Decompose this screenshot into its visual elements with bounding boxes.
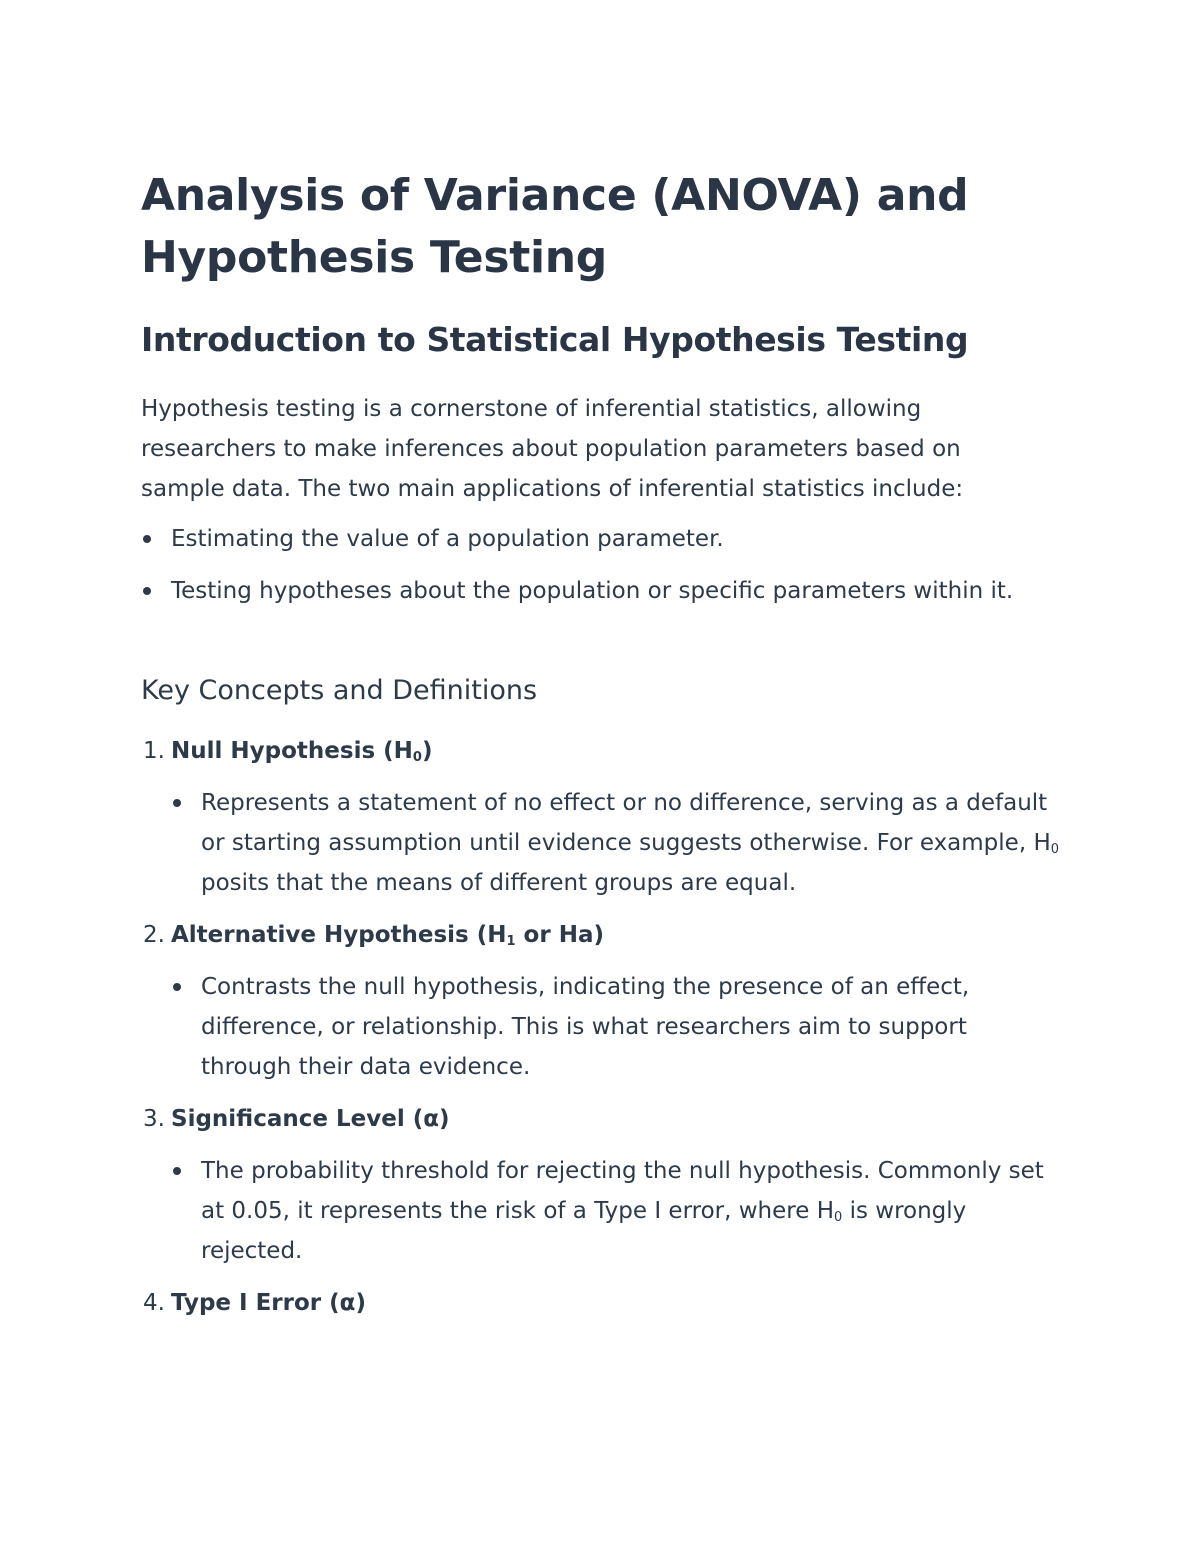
list-item (201, 1151, 1061, 1271)
applications-list (141, 519, 1061, 611)
concept-title (141, 915, 1061, 955)
list-item-text: Estimating the value of a population parameter. (171, 526, 724, 552)
concept-item-alternative-hypothesis (141, 915, 1061, 1087)
concept-bullets (141, 783, 1061, 903)
concept-title-text: Null Hypothesis (H (171, 738, 413, 764)
concept-text: Contrasts the null hypothesis, indicating the presence of an effect, difference, or relationship. This is what researchers aim to support through their data evidence. (201, 974, 970, 1080)
concept-title-text: Significance Level (α) (171, 1106, 450, 1132)
subsection-heading: Key Concepts and Definitions (141, 675, 538, 706)
concept-item-significance-level (141, 1099, 1061, 1271)
bullet-icon (173, 1167, 181, 1175)
list-item (141, 571, 1061, 611)
concept-text: Represents a statement of no effect or no difference, serving as a default or starting assumption until evidence suggests otherwise. For example, H (201, 790, 1051, 856)
list-item (201, 783, 1061, 903)
concept-text-end: is wrongly rejected. (201, 1198, 967, 1264)
concept-title (141, 1099, 1061, 1139)
concept-title-text-end: ) (421, 738, 433, 764)
concept-number: 1. (143, 738, 165, 764)
concept-title-text: Alternative Hypothesis (H (171, 922, 507, 948)
bullet-icon (173, 799, 181, 807)
bullet-icon (143, 587, 151, 595)
concept-title-text-end: or Ha) (515, 922, 604, 948)
concept-title-text: Type I Error (α) (171, 1290, 366, 1316)
concept-item-type-i-error (141, 1283, 1061, 1323)
subscript: 0 (412, 750, 422, 765)
concept-number: 2. (143, 922, 165, 948)
bullet-icon (143, 535, 151, 543)
concepts-list (141, 731, 1061, 1323)
subscript: 0 (1050, 842, 1060, 857)
bullet-icon (173, 983, 181, 991)
concept-number: 4. (143, 1290, 165, 1316)
subscript: 1 (506, 934, 516, 949)
concept-title (141, 731, 1061, 771)
concept-text-end: posits that the means of different groups are equal. (201, 870, 797, 896)
concept-number: 3. (143, 1106, 165, 1132)
section-heading: Introduction to Statistical Hypothesis Testing (141, 320, 969, 359)
list-item (141, 519, 1061, 559)
list-item (201, 967, 1061, 1087)
subscript: 0 (833, 1210, 843, 1225)
concept-item-null-hypothesis (141, 731, 1061, 903)
concept-title (141, 1283, 1061, 1323)
page-title: Analysis of Variance (ANOVA) and Hypothesis Testing (141, 170, 969, 283)
document-page (141, 165, 1061, 1316)
intro-paragraph: Hypothesis testing is a cornerstone of inferential statistics, allowing researchers to make inferences about population parameters based on sample data. The two main applications of inferential statistics include: (141, 396, 964, 502)
list-item-text: Testing hypotheses about the population or specific parameters within it. (171, 578, 1014, 604)
concept-bullets (141, 967, 1061, 1087)
concept-text: The probability threshold for rejecting the null hypothesis. Commonly set at 0.05, it represents the risk of a Type I error, where H (201, 1158, 1044, 1224)
concept-bullets (141, 1151, 1061, 1271)
